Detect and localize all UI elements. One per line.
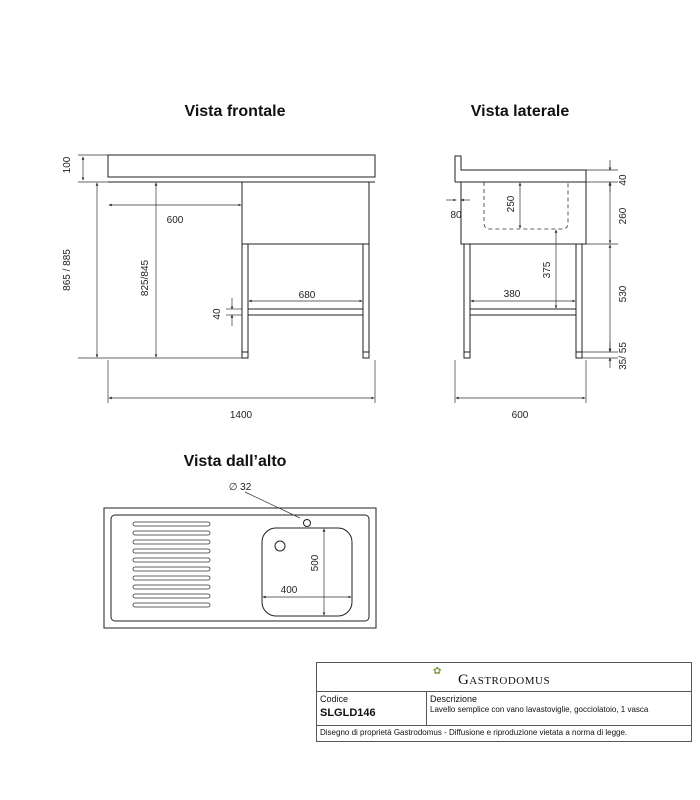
- title-block: [316, 662, 692, 742]
- top-view-title: Vista dall’alto: [183, 453, 287, 470]
- code-value: SLGLD146: [320, 707, 376, 719]
- dim-530: 530: [618, 285, 629, 303]
- front-view-title: Vista frontale: [184, 103, 286, 120]
- footer-text: Disegno di proprietà Gastrodomus - Diffusione e riproduzione vietata a norma di legge.: [320, 728, 628, 737]
- brand-name: Gastrodomus: [457, 672, 551, 688]
- dim-260: 260: [618, 207, 629, 225]
- dim-100: 100: [62, 156, 73, 174]
- side-view: [446, 156, 629, 421]
- dim-35-55: 35/ 55: [618, 342, 629, 370]
- dim-375: 375: [542, 261, 553, 279]
- brand-row: [317, 663, 691, 692]
- code-cell: [317, 692, 427, 726]
- brand-leaf-icon: ✿: [433, 666, 442, 677]
- dim-40-front: 40: [212, 308, 223, 320]
- top-view: [104, 482, 376, 628]
- dim-80: 80: [450, 210, 462, 221]
- dim-40-side: 40: [618, 174, 629, 186]
- dim-825-845: 825/845: [140, 259, 151, 297]
- dim-1400: 1400: [229, 410, 253, 421]
- dim-250: 250: [506, 195, 517, 213]
- code-label: Codice: [320, 694, 349, 704]
- dim-phi-32: ∅ 32: [228, 482, 252, 493]
- description-cell: [427, 692, 691, 726]
- side-view-title: Vista laterale: [470, 103, 570, 120]
- drainboard-slots: [133, 522, 210, 607]
- description-value: Lavello semplice con vano lavastoviglie, gocciolatoio, 1 vasca: [430, 705, 649, 714]
- dim-500: 500: [310, 554, 321, 572]
- dim-865-885: 865 / 885: [62, 249, 73, 291]
- dim-600: 600: [166, 215, 184, 226]
- dim-380: 380: [503, 289, 521, 300]
- dim-680: 680: [298, 290, 316, 301]
- front-view: [62, 155, 375, 421]
- dim-600-side: 600: [511, 410, 529, 421]
- description-label: Descrizione: [430, 694, 478, 704]
- dim-400: 400: [280, 585, 298, 596]
- footer-cell: [317, 726, 691, 741]
